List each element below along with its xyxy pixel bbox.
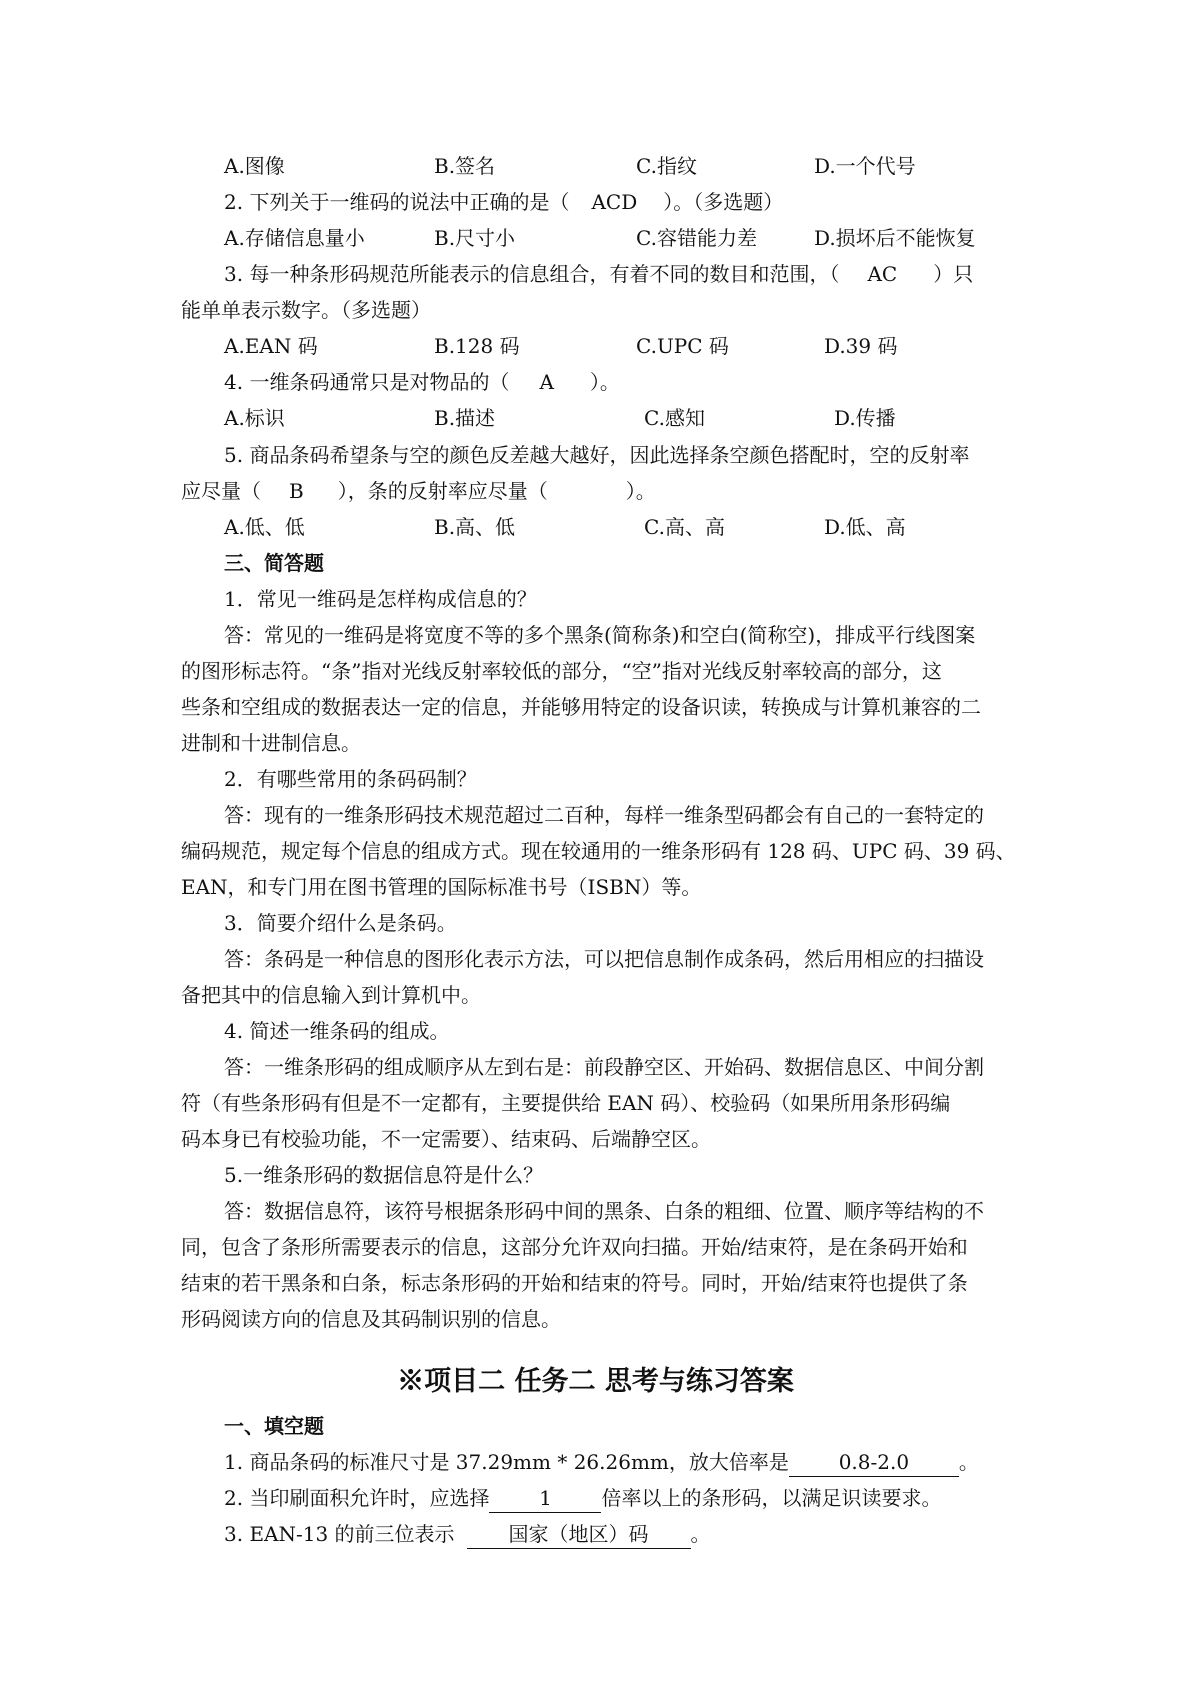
fill-question: 1. 商品条码的标准尺寸是 37.29mm * 26.26mm，放大倍率是 0.8-2.0 。	[0, 1444, 1191, 1480]
question-suffix: ）只	[933, 262, 974, 286]
option-c: C.容错能力差	[636, 226, 757, 250]
sa-question: 5.一维条形码的数据信息符是什么？	[224, 1163, 544, 1187]
sa-answer-line: 答：常见的一维码是将宽度不等的多个黑条(简称条)和空白(简称空)，排成平行线图案	[224, 623, 976, 647]
mc-q3-options	[0, 328, 1191, 364]
option-b: B.128 码	[434, 334, 520, 358]
answer: A	[539, 370, 554, 394]
option-c: C.感知	[644, 406, 705, 430]
option-b: B.签名	[434, 154, 496, 178]
mc-q3-line2: 能单单表示数字。（多选题）	[181, 298, 431, 322]
mc-q4-options	[0, 400, 1191, 436]
mc-q2	[0, 184, 1191, 220]
option-b: B.高、低	[434, 515, 516, 539]
answer: B	[289, 479, 304, 503]
sa-answer-line: 同，包含了条形所需要表示的信息，这部分允许双向扫描。开始/结束符，是在条码开始和	[181, 1235, 968, 1259]
option-d: D.低、高	[824, 515, 906, 539]
option-d: D.一个代号	[814, 154, 916, 178]
sa-answer-line: 答：条码是一种信息的图形化表示方法，可以把信息制作成条码，然后用相应的扫描设	[224, 947, 984, 971]
fill-answer: 国家（地区）码	[467, 1520, 691, 1549]
mc-q5-options	[0, 509, 1191, 545]
sa-answer-line: 结束的若干黑条和白条，标志条形码的开始和结束的符号。同时，开始/结束符也提供了条	[181, 1271, 968, 1295]
mc-q3	[0, 256, 1191, 292]
option-d: D.损坏后不能恢复	[814, 226, 976, 250]
option-b: B.描述	[434, 406, 496, 430]
option-a: A.存储信息量小	[224, 226, 365, 250]
answer: AC	[867, 262, 898, 286]
question-suffix: ）。（多选题）	[663, 190, 784, 214]
sa-answer-line: 形码阅读方向的信息及其码制识别的信息。	[181, 1307, 561, 1331]
option-c: C.指纹	[636, 154, 697, 178]
answer: ACD	[591, 190, 638, 214]
mc-q1-options	[0, 148, 1191, 184]
sa-answer-line: 码本身已有校验功能，不一定需要）、结束码、后端静空区。	[181, 1127, 711, 1151]
sa-question: 1．常见一维码是怎样构成信息的？	[224, 587, 537, 611]
sa-answer-line: 备把其中的信息输入到计算机中。	[181, 983, 481, 1007]
mc-q2-options	[0, 220, 1191, 256]
sa-question: 3．简要介绍什么是条码。	[224, 911, 457, 935]
sa-question: 2．有哪些常用的条码码制？	[224, 767, 477, 791]
page-heading: ※项目二 任务二 思考与练习答案	[397, 1366, 794, 1397]
option-d: D.39 码	[824, 334, 898, 358]
fill-answer: 0.8-2.0	[789, 1448, 959, 1477]
section-title: 三、简答题	[224, 551, 324, 575]
sa-answer-line: 答：一维条形码的组成顺序从左到右是：前段静空区、开始码、数据信息区、中间分割	[224, 1055, 984, 1079]
question-text: 2. 下列关于一维码的说法中正确的是（	[224, 190, 570, 214]
fill-question: 3. EAN-13 的前三位表示 国家（地区）码 。	[0, 1516, 1191, 1552]
mc-q5-line2: 应尽量（ B ），条的反射率应尽量（ ）。	[181, 479, 656, 503]
option-a: A.EAN 码	[224, 334, 318, 358]
sa-question: 4. 简述一维条码的组成。	[224, 1019, 450, 1043]
sa-answer-line: 编码规范，规定每个信息的组成方式。现在较通用的一维条形码有 128 码、UPC 码、39 码、	[181, 839, 1016, 863]
question-text: 3. 每一种条形码规范所能表示的信息组合，有着不同的数目和范围，（	[224, 262, 840, 286]
option-d: D.传播	[834, 406, 896, 430]
option-c: C.UPC 码	[636, 334, 729, 358]
option-a: A.图像	[224, 154, 285, 178]
fill-question: 2. 当印刷面积允许时，应选择 1 倍率以上的条形码，以满足识读要求。	[0, 1480, 1191, 1516]
option-a: A.低、低	[224, 515, 305, 539]
sa-answer-line: 进制和十进制信息。	[181, 731, 361, 755]
sa-answer-line: 些条和空组成的数据表达一定的信息，并能够用特定的设备识读，转换成与计算机兼容的二	[181, 695, 981, 719]
option-b: B.尺寸小	[434, 226, 516, 250]
sa-answer-line: 答：现有的一维条形码技术规范超过二百种，每样一维条型码都会有自己的一套特定的	[224, 803, 984, 827]
section-title: 一、填空题	[224, 1414, 324, 1438]
option-a: A.标识	[224, 406, 285, 430]
option-c: C.高、高	[644, 515, 725, 539]
fill-answer: 1	[489, 1484, 601, 1513]
mc-q4	[0, 364, 1191, 400]
sa-answer-line: EAN，和专门用在图书管理的国际标准书号（ISBN）等。	[181, 875, 702, 899]
mc-q5-line1: 5. 商品条码希望条与空的颜色反差越大越好，因此选择条空颜色搭配时，空的反射率	[224, 443, 970, 467]
question-suffix: ）。	[589, 370, 620, 394]
sa-answer-line: 符（有些条形码有但是不一定都有，主要提供给 EAN 码）、校验码（如果所用条形码编	[181, 1091, 951, 1115]
question-text: 4. 一维条码通常只是对物品的（	[224, 370, 510, 394]
sa-answer-line: 的图形标志符。“条”指对光线反射率较低的部分，“空”指对光线反射率较高的部分，这	[181, 659, 942, 683]
sa-answer-line: 答：数据信息符，该符号根据条形码中间的黑条、白条的粗细、位置、顺序等结构的不	[224, 1199, 984, 1223]
